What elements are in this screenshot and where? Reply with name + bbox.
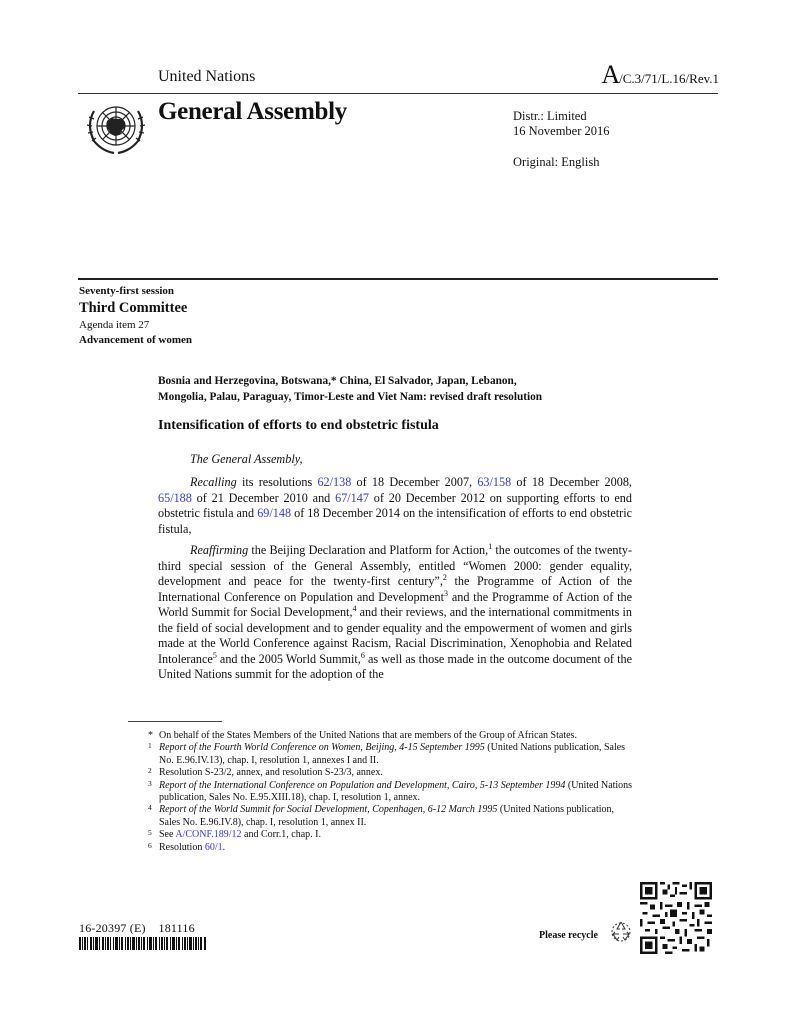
footnote-6: 6 Resolution 60/1.: [148, 840, 226, 853]
footnote-ref: 5: [212, 650, 217, 660]
committee-name: Third Committee: [79, 300, 188, 316]
para-lead: Recalling: [190, 475, 237, 489]
paragraph-reaffirming: Reaffirming the Beijing Declaration and Platform for Action,$^1$ the outcomes of the twenty-third special session of the General Assembly, entitled “Women 2000: gender equality, development and peace for the twenty-first century”,$^2$ the Programme of Action of the International Conference on Population and Development$^3$ and the Programme of Action of the World Summit for Social Development,$^4$ and their reviews, and the international commitments in the field of social development and to gender equality and the empowerment of women and girls made at the World Conference against Racism, Racial Discrimination, Xenophobia and Related Intolerance$^5$ and the 2005 World Summit,$^6$ as well as those made in the outcome document of the United Nations summit for the adoption of the: [158, 541, 633, 681]
link-a-conf-189-12[interactable]: A/CONF.189/12: [175, 829, 242, 841]
footnote-ref: 2: [442, 572, 447, 582]
preamble: The General Assembly,: [190, 452, 303, 466]
document-date: 16 November 2016: [513, 124, 610, 138]
footnote-2: 2 Resolution S-23/2, annex, and resolution S-23/3, annex.: [148, 766, 383, 779]
footnote-ref: 4: [352, 603, 357, 613]
footnote-ref: 1: [488, 541, 493, 551]
section-rule: [78, 278, 718, 280]
recycle-icon: [609, 919, 633, 943]
barcode-icon: [79, 937, 207, 950]
footnote-1: 1 Report of the Fourth World Conference on Women, Beijing, 4-15 September 1995 (United Nations publication, Sales No. E.96.IV.13), chap. I, resolution 1, annexes I and II.: [148, 741, 626, 766]
footnote-5: 5 See A/CONF.189/12 and Corr.1, chap. I.: [148, 828, 321, 841]
link-resolution-65-188[interactable]: 65/188: [158, 490, 192, 505]
session-name: Seventy-first session: [79, 285, 175, 297]
footnote-4: 4 Report of the World Summit for Social Development, Copenhagen, 6-12 March 1995 (United Nations publication, Sales No. E.96.IV.8), chap. I, resolution 1, annex II.: [148, 803, 615, 828]
resolution-title: Intensification of efforts to end obstetric fistula: [158, 418, 439, 433]
distribution-block: [513, 109, 610, 139]
sponsors-line-1: Bosnia and Herzegovina, Botswana,* China, El Salvador, Japan, Lebanon,: [158, 375, 517, 387]
footnote-3: 3 Report of the International Conference on Population and Development, Cairo, 5-13 September 1994 (United Nations publication, Sales No. E.95.XIII.18), chap. I, resolution 1, annex.: [148, 778, 633, 804]
link-resolution-62-138[interactable]: 62/138: [317, 475, 352, 489]
footnote-ref: 6: [360, 650, 365, 660]
organization-name: United Nations: [158, 68, 256, 85]
header-rule: [78, 93, 718, 94]
qr-code-icon: [640, 882, 712, 954]
footnote-star: * On behalf of the States Members of the United Nations that are members of the Group of African States.: [148, 730, 577, 741]
organ-title: General Assembly: [158, 98, 347, 125]
link-resolution-67-147[interactable]: 67/147: [335, 490, 369, 505]
recycle-label: Please recycle: [539, 930, 598, 941]
job-number: 16-20397 (E) 181116: [79, 921, 195, 935]
link-resolution-69-148[interactable]: 69/148: [257, 506, 292, 520]
un-emblem-icon: [80, 99, 152, 155]
distribution: Distr.: Limited: [513, 109, 587, 123]
footnotes: [148, 730, 634, 854]
footnote-ref: 3: [443, 588, 448, 598]
original-language: Original: English: [513, 155, 600, 169]
document-symbol: [601, 60, 719, 90]
symbol-rest: /C.3/71/L.16/Rev.1: [619, 71, 719, 86]
symbol-prefix: A: [601, 60, 620, 89]
agenda-title: Advancement of women: [79, 334, 193, 346]
link-resolution-63-158[interactable]: 63/158: [477, 475, 512, 489]
sponsors-line-2: Mongolia, Palau, Paraguay, Timor-Leste and Viet Nam: revised draft resolution: [158, 390, 543, 403]
paragraph-recalling: Recalling its resolutions 62/138 of 18 December 2007, 63/158 of 18 December 2008, 65/188 of 21 December 2010 and 67/147 of 20 December 2012 on supporting efforts to end obstetric fistula and 69/148 of 18 December 2014 on the intensification of efforts to end obstetric fistula,: [158, 475, 633, 536]
sponsors: [158, 374, 638, 405]
agenda-item: Agenda item 27: [79, 319, 150, 331]
footnote-rule: [128, 721, 222, 722]
link-resolution-60-1[interactable]: 60/1: [204, 841, 223, 853]
para-lead: Reaffirming: [190, 543, 249, 557]
